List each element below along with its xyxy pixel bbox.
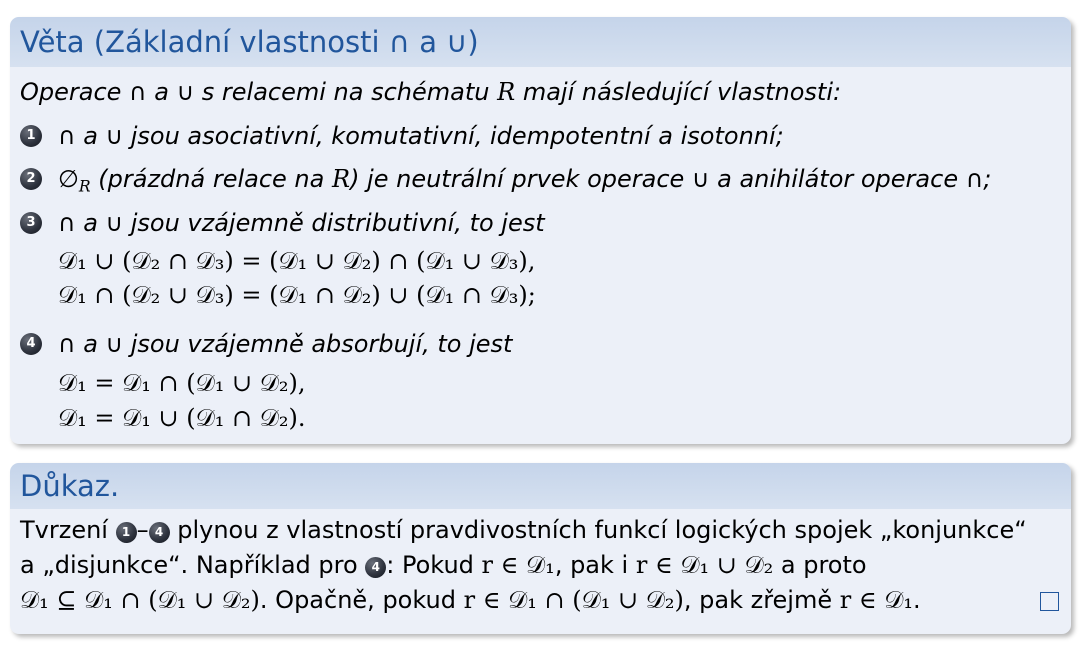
numbered-ball-icon: 4: [365, 557, 386, 578]
proof-line-2-math-2: r ∈ 𝒟₁ ∪ 𝒟₂: [635, 551, 774, 579]
theorem-intro-var: R: [497, 78, 516, 106]
theorem-intro-text-b: mají následující vlastnosti:: [515, 78, 842, 106]
item-2-text-b: ) je neutrální prvek operace ∪ a anihilátor operace ∩;: [350, 165, 992, 193]
theorem-item-4-formula-2: 𝒟₁ = 𝒟₁ ∪ (𝒟₁ ∩ 𝒟₂).: [58, 404, 306, 432]
proof-line-3-text-c: .: [913, 586, 921, 614]
proof-line-3-math-1: 𝒟₁ ⊆ 𝒟₁ ∩ (𝒟₁ ∪ 𝒟₂): [20, 586, 260, 614]
theorem-item-2: [58, 164, 991, 194]
proof-line-2-text-b: : Pokud: [386, 551, 482, 579]
proof-line-1: [20, 515, 1027, 545]
theorem-item-3: ∩ a ∪ jsou vzájemně distributivní, to jest: [58, 209, 545, 237]
theorem-item-4: ∩ a ∪ jsou vzájemně absorbují, to jest: [58, 330, 513, 358]
proof-line-3: [20, 585, 921, 615]
numbered-ball-icon: 1: [116, 522, 137, 543]
proof-line-3-text-a: . Opačně, pokud: [259, 586, 464, 614]
theorem-block: [10, 17, 1071, 444]
empty-set-symbol: ∅: [58, 165, 79, 193]
proof-line-3-math-3: r ∈ 𝒟₁: [839, 586, 914, 614]
proof-dash: –: [136, 516, 149, 544]
theorem-item-1: ∩ a ∪ jsou asociativní, komutativní, idempotentní a isotonní;: [58, 122, 784, 150]
proof-line-3-math-2: r ∈ 𝒟₁ ∩ (𝒟₁ ∪ 𝒟₂): [463, 586, 684, 614]
proof-line-3-text-b: , pak zřejmě: [683, 586, 840, 614]
proof-line-2-text-d: a proto: [773, 551, 867, 579]
numbered-ball-icon: 3: [20, 212, 42, 234]
numbered-ball-icon: 1: [20, 125, 42, 147]
proof-block: [10, 463, 1071, 634]
theorem-item-3-formula-2: 𝒟₁ ∩ (𝒟₂ ∪ 𝒟₃) = (𝒟₁ ∩ 𝒟₂) ∪ (𝒟₁ ∩ 𝒟₃);: [58, 281, 536, 309]
numbered-ball-icon: 4: [149, 522, 170, 543]
proof-line-2: [20, 550, 867, 580]
proof-line-2-text-a: a „disjunkce“. Například pro: [20, 551, 366, 579]
theorem-intro-text-a: Operace ∩ a ∪ s relacemi na schématu: [20, 78, 498, 106]
theorem-item-3-formula-1: 𝒟₁ ∪ (𝒟₂ ∩ 𝒟₃) = (𝒟₁ ∪ 𝒟₂) ∩ (𝒟₁ ∪ 𝒟₃),: [58, 247, 536, 275]
proof-title: Důkaz.: [10, 463, 1071, 509]
proof-line-2-math-1: r ∈ 𝒟₁: [481, 551, 555, 579]
proof-line-1-text-a: Tvrzení: [20, 516, 116, 544]
item-2-var: R: [331, 165, 351, 193]
numbered-ball-icon: 2: [20, 168, 42, 190]
proof-line-2-text-c: , pak i: [554, 551, 636, 579]
qed-square-icon: [1040, 592, 1059, 611]
theorem-intro: [20, 77, 841, 107]
empty-set-subscript: R: [78, 177, 91, 196]
item-2-text-a: (prázdná relace na: [90, 165, 332, 193]
theorem-item-4-formula-1: 𝒟₁ = 𝒟₁ ∩ (𝒟₁ ∪ 𝒟₂),: [58, 369, 306, 397]
proof-line-1-text-b: plynou z vlastností pravdivostních funkcí logických spojek „konjunkce“: [169, 516, 1027, 544]
numbered-ball-icon: 4: [20, 333, 42, 355]
theorem-title: Věta (Základní vlastnosti ∩ a ∪): [10, 17, 1071, 67]
